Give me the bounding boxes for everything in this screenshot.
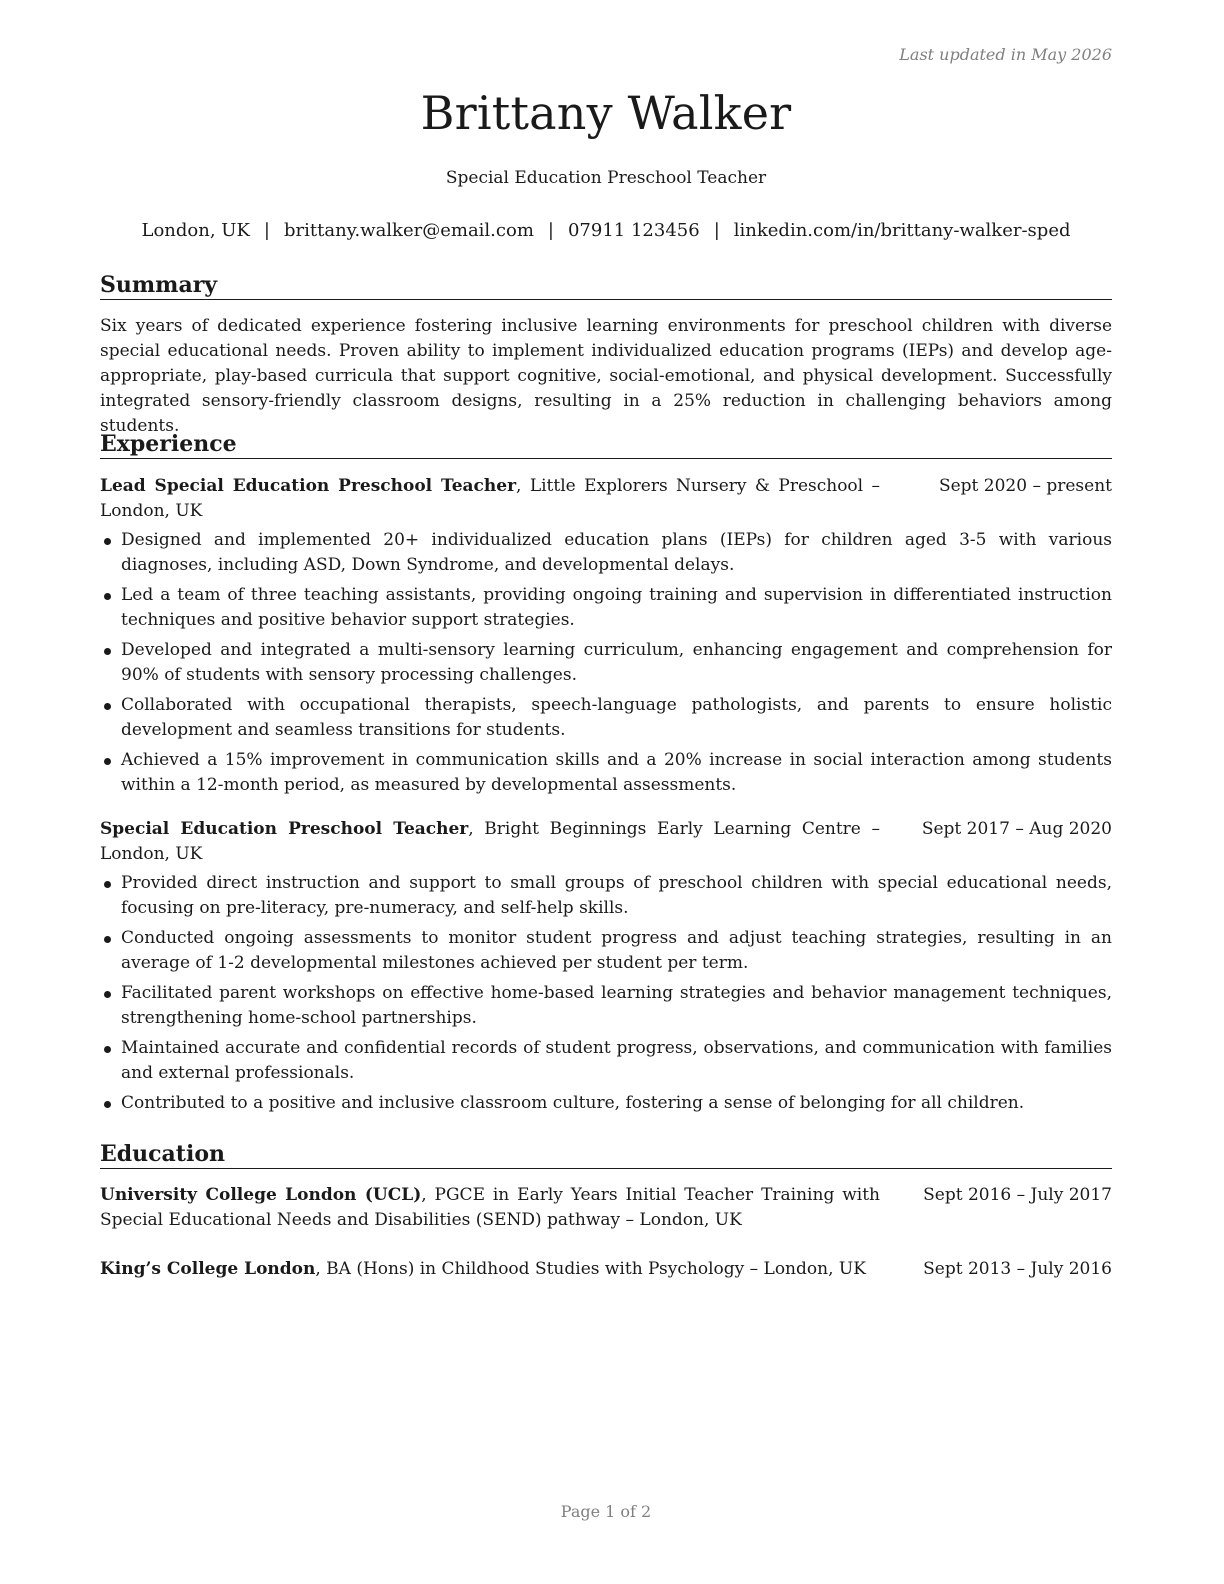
school-name: King’s College London — [100, 1259, 316, 1279]
list-item — [100, 1091, 1112, 1116]
bullet-icon — [104, 991, 111, 998]
education-entry-title — [100, 1183, 880, 1233]
education-section — [100, 1140, 1112, 1282]
bullet-text: Maintained accurate and confidential records of student progress, observations, and communication with families and external professionals. — [121, 1038, 1112, 1083]
summary-section — [100, 271, 1112, 439]
list-item — [100, 871, 1112, 921]
experience-heading: Experience — [100, 430, 1112, 459]
bullet-text: Collaborated with occupational therapists, speech-language pathologists, and parents to ensure holistic development and seamless transitions for students. — [121, 695, 1112, 740]
candidate-headline: Special Education Preschool Teacher — [445, 168, 767, 188]
list-item — [100, 981, 1112, 1031]
bullet-text: Conducted ongoing assessments to monitor student progress and adjust teaching strategies, resulting in an average of 1-2 developmental milestones achieved per student per term. — [121, 928, 1112, 973]
contact-linkedin[interactable]: linkedin.com/in/brittany-walker-sped — [733, 220, 1071, 241]
education-heading: Education — [100, 1140, 1112, 1169]
list-item — [100, 583, 1112, 633]
contact-phone[interactable]: 07911 123456 — [567, 220, 700, 241]
education-entry-title — [100, 1257, 880, 1282]
summary-heading: Summary — [100, 271, 1112, 300]
bullet-text: Achieved a 15% improvement in communication skills and a 20% increase in social interaction among students within a 12-month period, as measured by developmental assessments. — [121, 750, 1112, 795]
candidate-name: Brittany Walker — [420, 86, 792, 140]
bullet-icon — [104, 703, 111, 710]
last-updated-note: Last updated in May 2026 — [899, 45, 1112, 64]
experience-entry — [100, 474, 1112, 798]
summary-text: Six years of dedicated experience fostering inclusive learning environments for preschool children with diverse special educational needs. Proven ability to implement individualized education programs (IEPs) and develop age-appropriate, play-based curricula that support cognitive, social-emotional, and physical development. Successfully integrated sensory-friendly classroom designs, resulting in a 25% reduction in challenging behaviors among students. — [100, 316, 1112, 436]
contact-email[interactable]: brittany.walker@email.com — [283, 220, 534, 241]
bullet-text: Designed and implemented 20+ individualized education plans (IEPs) for children aged 3-5 with various diagnoses, including ASD, Down Syndrome, and developmental delays. — [121, 530, 1112, 575]
job-role: Lead Special Education Preschool Teacher — [100, 476, 517, 496]
bullet-icon — [104, 936, 111, 943]
resume-page — [100, 0, 1112, 1584]
bullet-icon — [104, 648, 111, 655]
bullet-icon — [104, 1101, 111, 1108]
experience-entry-title — [100, 474, 880, 524]
contact-separator: | — [547, 220, 554, 241]
bullet-icon — [104, 538, 111, 545]
experience-entry-title — [100, 817, 880, 867]
job-organization: , Bright Beginnings Early Learning Centre – London, UK — [100, 819, 880, 864]
list-item — [100, 1036, 1112, 1086]
list-item — [100, 693, 1112, 743]
degree-detail: , PGCE in Early Years Initial Teacher Training with Special Educational Needs and Disabilities (SEND) pathway – London, UK — [100, 1185, 880, 1230]
degree-detail: , BA (Hons) in Childhood Studies with Psychology – London, UK — [315, 1259, 866, 1279]
job-dates: Sept 2017 – Aug 2020 — [921, 819, 1112, 839]
bullet-text: Led a team of three teaching assistants, providing ongoing training and supervision in differentiated instruction techniques and positive behavior support strategies. — [121, 585, 1112, 630]
school-name: University College London (UCL) — [100, 1185, 422, 1205]
contact-location: London, UK — [141, 220, 250, 241]
list-item — [100, 528, 1112, 578]
education-dates: Sept 2016 – July 2017 — [923, 1185, 1112, 1205]
experience-entry — [100, 817, 1112, 1116]
education-entry-header — [100, 1183, 1112, 1233]
bullet-text: Provided direct instruction and support to small groups of preschool children with special educational needs, focusing on pre-literacy, pre-numeracy, and self-help skills. — [121, 873, 1112, 918]
job-organization: , Little Explorers Nursery & Preschool – London, UK — [100, 476, 880, 521]
education-entry — [100, 1183, 1112, 1233]
list-item — [100, 926, 1112, 976]
education-entry — [100, 1257, 1112, 1282]
list-item — [100, 748, 1112, 798]
bullet-icon — [104, 758, 111, 765]
education-dates: Sept 2013 – July 2016 — [923, 1259, 1112, 1279]
bullet-text: Developed and integrated a multi-sensory learning curriculum, enhancing engagement and comprehension for 90% of students with sensory processing challenges. — [121, 640, 1112, 685]
contact-separator: | — [263, 220, 270, 241]
job-bullet-list — [100, 528, 1112, 798]
contact-separator: | — [713, 220, 720, 241]
list-item — [100, 638, 1112, 688]
education-entry-header — [100, 1257, 1112, 1282]
experience-section — [100, 430, 1112, 1121]
bullet-icon — [104, 593, 111, 600]
bullet-icon — [104, 1046, 111, 1053]
bullet-text: Facilitated parent workshops on effective home-based learning strategies and behavior management techniques, strengthening home-school partnerships. — [121, 983, 1112, 1028]
page-number: Page 1 of 2 — [560, 1502, 652, 1521]
experience-entry-header — [100, 817, 1112, 867]
job-bullet-list — [100, 871, 1112, 1116]
job-dates: Sept 2020 – present — [938, 476, 1112, 496]
bullet-icon — [104, 881, 111, 888]
experience-entry-header — [100, 474, 1112, 524]
contact-line — [100, 220, 1112, 241]
bullet-text: Contributed to a positive and inclusive classroom culture, fostering a sense of belonging for all children. — [121, 1093, 1025, 1113]
job-role: Special Education Preschool Teacher — [100, 819, 469, 839]
